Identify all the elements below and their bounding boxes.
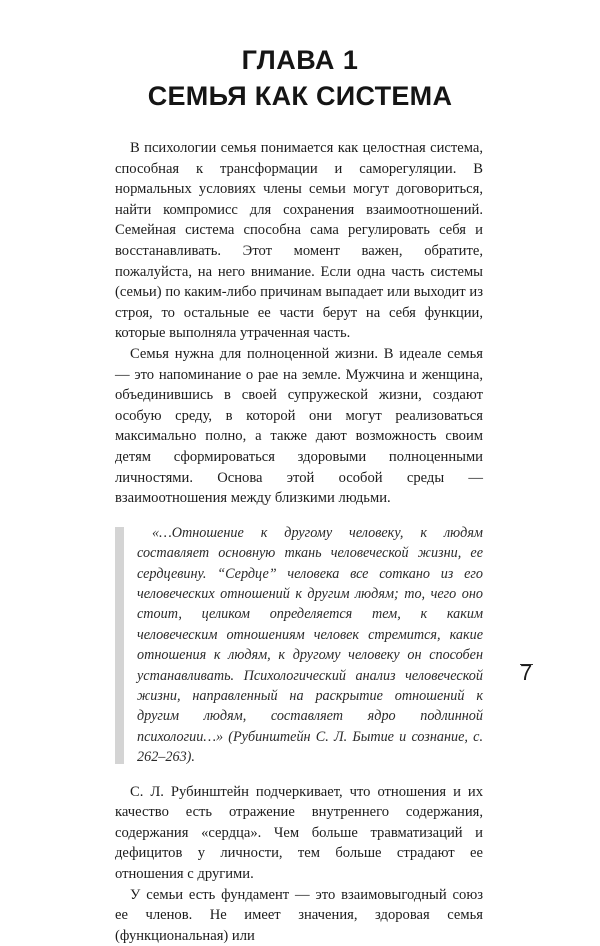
chapter-heading <box>0 42 600 114</box>
block-quote <box>115 523 483 768</box>
paragraph: У семьи есть фундамент — это взаимовыгодный союз ее членов. Не имеет значения, здоровая семья (функциональная) или <box>115 886 483 944</box>
page-number: 7 <box>520 660 533 685</box>
chapter-number: ГЛАВА 1 <box>241 45 359 75</box>
chapter-title: СЕМЬЯ КАК СИСТЕМА <box>147 81 453 111</box>
paragraph: В психологии семья понимается как целостная система, способная к трансформации и саморегуляции. В нормальных условиях члены семьи могут договориться, найти компромисс для сохранения взаимоотношений. Семейная система способна сама регулировать себя и восстанавливать. Этот момент важен, обратите, пожалуйста, на него внимание. Если одна часть системы (семьи) по каким-либо причинам выпадает или выходит из строя, то остальные ее части берут на себя функции, которые выполняла утраченная часть. <box>115 140 483 342</box>
quote-bar <box>115 527 124 764</box>
paragraph: С. Л. Рубинштейн подчеркивает, что отношения и их качество есть отражение внутреннего содержания, содержания «сердца». Чем больше травматизаций и дефицитов у личности, тем больше страдают ее отношения с другими. <box>115 783 483 882</box>
paragraph: Семья нужна для полноценной жизни. В идеале семья — это напоминание о рае на земле. Мужчина и женщина, объединившись в своей супружеской жизни, создают особую среду, в которой они могут реализоваться максимально полно, а также дают возможность своим детям сформироваться здоровыми полноценными личностями. Основа этой особой среды — взаимоотношения между близкими людьми. <box>115 345 483 507</box>
quote-text: «…Отношение к другому человеку, к людям составляет основную ткань человеческой жизни, ее сердцевину. “Сердце” человека все соткано из его человеческих отношений к другим людям; то, чего оно стоит, целиком определяется тем, к каким человеческим отношениям человек стремится, какие отношения к людям, к другому человеку он способен устанавливать. Психологический анализ человеческой жизни, направленный на раскрытие отношений к другим людям, составляет ядро подлинной психологии…» (Рубинштейн С. Л. Бытие и сознание, с. 262–263). <box>137 524 483 766</box>
chapter-body <box>115 138 483 946</box>
